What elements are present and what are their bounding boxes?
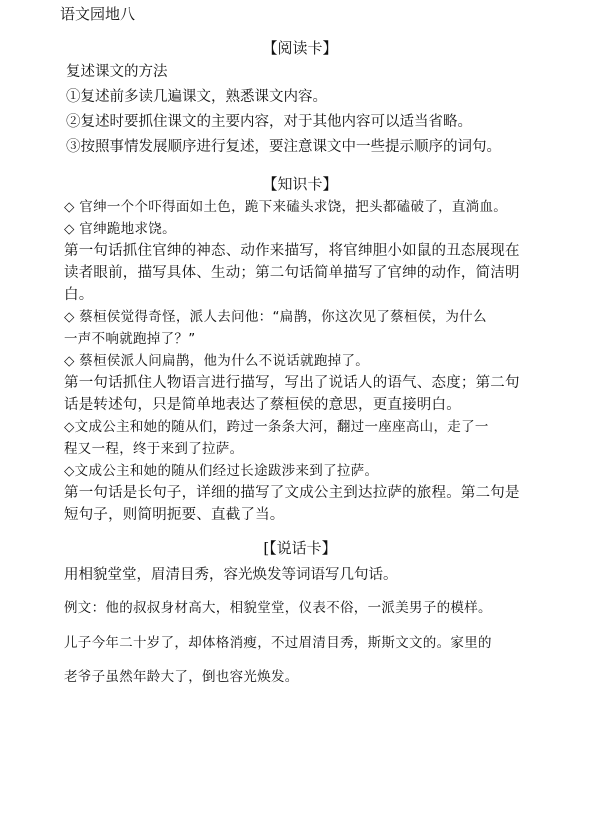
example-paragraph-line: 儿子今年二十岁了，却体格消瘦，不过眉清目秀，斯斯文文的。家里的 <box>64 635 492 651</box>
analysis-text: 话是转述句，只是简单地表达了蔡桓侯的意思，更直接明白。 <box>64 397 461 413</box>
analysis-text: 读者眼前，描写具体、生动；第二句话简单描写了官绅的动作，简洁明 <box>64 265 520 281</box>
example-paragraph-line: 例文：他的叔叔身材高大，相貌堂堂，仪表不俗，一派美男子的模样。 <box>64 600 492 616</box>
speaking-card-prompt: 用相貌堂堂，眉清目秀，容光焕发等词语写几句话。 <box>64 567 398 583</box>
reading-card-item: ②复述时要抓住课文的主要内容，对于其他内容可以适当省略。 <box>66 114 472 130</box>
knowledge-card-heading: 【知识卡】 <box>262 175 338 193</box>
example-sentence: ◇文成公主和她的随从们，跨过一条条大河，翻过一座座高山，走了一 <box>64 419 489 435</box>
page-title: 语文园地八 <box>60 5 136 23</box>
reading-card-item: ①复述前多读几遍课文，熟悉课文内容。 <box>66 89 327 105</box>
example-sentence: 程又一程，终于来到了拉萨。 <box>64 441 244 457</box>
example-paragraph-line: 老爷子虽然年龄大了，倒也容光焕发。 <box>64 669 299 685</box>
analysis-text: 第一句话是长句子，详细的描写了文成公主到达拉萨的旅程。第二句是 <box>64 485 520 501</box>
example-sentence: 一声不响就跑掉了？” <box>64 331 196 347</box>
example-sentence: ◇ 官绅跪地求饶。 <box>64 221 176 237</box>
example-sentence: ◇文成公主和她的随从们经过长途跋涉来到了拉萨。 <box>64 463 379 479</box>
analysis-text: 第一句话抓住官绅的神态、动作来描写，将官绅胆小如鼠的丑态展现在 <box>64 243 520 259</box>
analysis-text: 短句子，则简明扼要、直截了当。 <box>64 507 285 523</box>
reading-card-subtitle: 复述课文的方法 <box>66 64 168 80</box>
example-sentence: ◇ 蔡桓侯派人问扁鹊，他为什么不说话就跑掉了。 <box>64 353 370 369</box>
analysis-text: 白。 <box>64 287 94 303</box>
reading-card-heading: 【阅读卡】 <box>262 39 338 57</box>
speaking-card-heading: [【说话卡】 <box>263 539 337 557</box>
example-sentence: ◇ 蔡桓侯觉得奇怪，派人去问他：“扁鹊，你这次见了蔡桓侯，为什么 <box>64 309 487 325</box>
reading-card-item: ③按照事情发展顺序进行复述，要注意课文中一些提示顺序的词句。 <box>66 139 501 155</box>
example-sentence: ◇ 官绅一个个吓得面如土色，跪下来磕头求饶，把头都磕破了，直淌血。 <box>64 199 508 215</box>
analysis-text: 第一句话抓住人物语言进行描写，写出了说话人的语气、态度；第二句 <box>64 375 520 391</box>
